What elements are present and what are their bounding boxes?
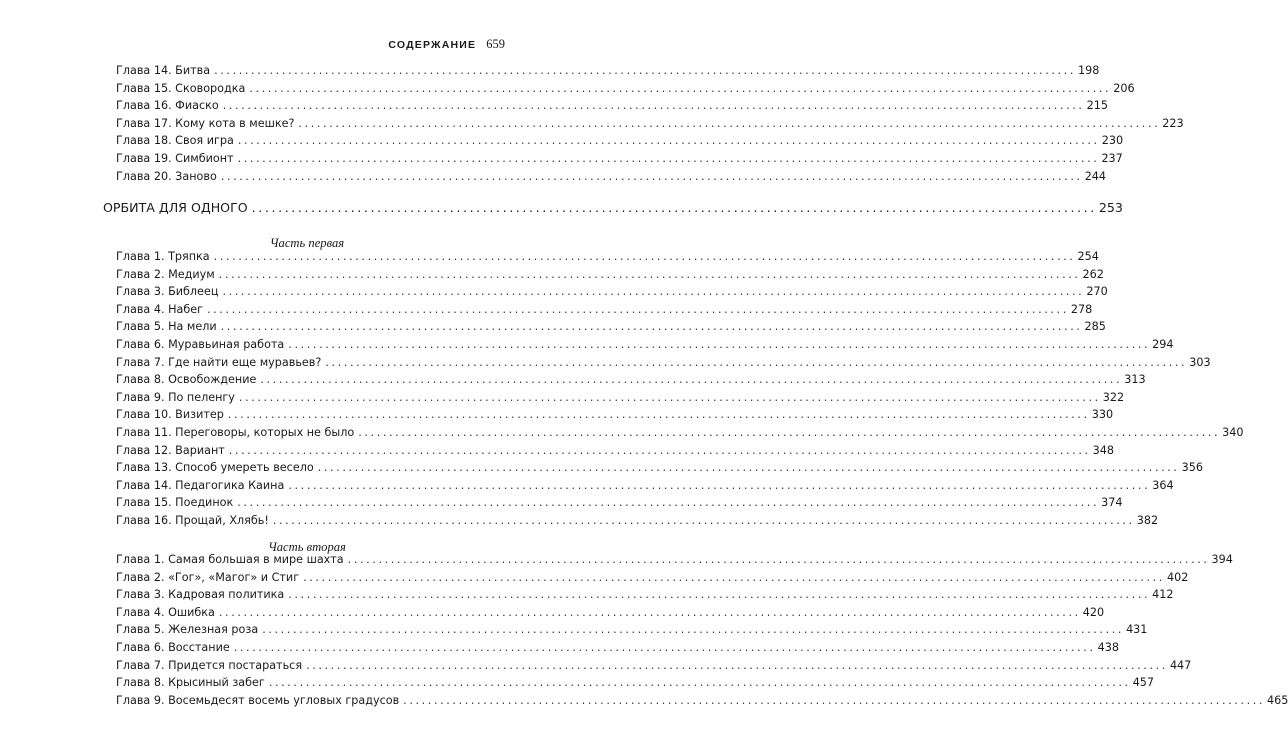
toc-entry-page: 457	[1132, 676, 1155, 690]
toc-entry-label: Глава 10. Визитер	[116, 408, 224, 422]
toc-entry-label: Глава 18. Своя игра	[116, 134, 234, 148]
toc-entry-page: 294	[1152, 337, 1174, 351]
toc-entry[interactable]	[116, 81, 1135, 100]
toc-entry-label: Глава 17. Кому кота в мешке?	[116, 116, 295, 130]
toc-entry-page: 270	[1086, 285, 1108, 299]
toc-entry[interactable]	[116, 588, 1174, 606]
toc-entry[interactable]	[116, 461, 1203, 479]
toc-entry[interactable]	[116, 373, 1146, 391]
toc-entry[interactable]	[116, 425, 1244, 444]
dot-leader: ............................................................................................................................................	[298, 116, 1161, 130]
section-title-label: ОРБИТА ДЛЯ ОДНОГО	[103, 200, 248, 215]
toc-entry[interactable]	[116, 320, 1106, 338]
toc-group-continued	[116, 64, 1184, 187]
dot-leader: ............................................................................................................................................	[233, 640, 1096, 654]
toc-entry[interactable]	[116, 337, 1174, 356]
toc-part-1	[116, 250, 1244, 532]
dot-leader: ............................................................................................................................................	[222, 99, 1085, 113]
toc-entry-page: 215	[1086, 99, 1108, 113]
dot-leader: ............................................................................................................................................	[325, 355, 1188, 369]
toc-entry-page: 340	[1222, 425, 1244, 439]
toc-entry[interactable]	[116, 658, 1192, 677]
toc-entry-label: Глава 3. Кадровая политика	[116, 588, 285, 602]
toc-entry[interactable]	[116, 570, 1189, 589]
toc-entry[interactable]	[116, 267, 1104, 286]
toc-entry-page: 438	[1097, 640, 1119, 654]
toc-entry-label: Глава 9. По пеленгу	[116, 390, 235, 404]
toc-entry[interactable]	[116, 250, 1099, 268]
dot-leader: ............................................................................................................................................	[238, 390, 1101, 404]
toc-entry[interactable]	[116, 623, 1148, 641]
toc-entry-page: 230	[1101, 134, 1124, 148]
dot-leader: ............................................................................................................................................	[213, 250, 1076, 263]
toc-entry[interactable]	[116, 169, 1107, 188]
toc-entry-label: Глава 6. Восстание	[116, 640, 230, 654]
toc-entry-label: Глава 1. Тряпка	[116, 250, 210, 263]
toc-entry-label: Глава 8. Крысиный забег	[116, 676, 265, 690]
toc-entry-label: Глава 20. Заново	[116, 169, 217, 183]
toc-entry[interactable]	[116, 134, 1124, 152]
toc-entry-page: 402	[1166, 570, 1189, 584]
toc-entry[interactable]	[116, 408, 1114, 426]
toc-entry-page: 206	[1113, 81, 1135, 95]
toc-part-2	[116, 553, 1288, 711]
toc-entry[interactable]	[116, 605, 1105, 624]
toc-entry-label: Глава 16. Прощай, Хлябь!	[116, 513, 269, 527]
toc-entry-page: 330	[1091, 408, 1114, 422]
toc-entry[interactable]	[116, 390, 1125, 409]
toc-entry-page: 374	[1101, 496, 1123, 510]
toc-entry[interactable]	[116, 285, 1108, 303]
toc-entry[interactable]	[116, 99, 1108, 117]
toc-entry-label: Глава 4. Набег	[116, 302, 203, 316]
dot-leader: ............................................................................................................................................	[220, 169, 1083, 183]
toc-entry-label: Глава 14. Битва	[116, 64, 211, 77]
toc-entry-label: Глава 16. Фиаско	[116, 99, 219, 113]
toc-entry[interactable]	[116, 443, 1115, 462]
dot-leader: ................................................................................................................................	[251, 200, 1097, 215]
dot-leader: ............................................................................................................................................	[347, 553, 1210, 566]
toc-entry[interactable]	[116, 151, 1123, 170]
toc-entry-label: Глава 8. Освобождение	[116, 373, 257, 387]
dot-leader: ............................................................................................................................................	[288, 337, 1151, 351]
dot-leader: ............................................................................................................................................	[228, 443, 1091, 457]
toc-entry-label: Глава 14. Педагогика Каина	[116, 478, 285, 492]
dot-leader: ............................................................................................................................................	[268, 676, 1131, 690]
toc-entry[interactable]	[116, 496, 1123, 514]
toc-entry-page: 313	[1124, 373, 1146, 387]
toc-entry-label: Глава 2. Медиум	[116, 267, 215, 281]
toc-entry-page: 348	[1092, 443, 1115, 457]
toc-entry-page: 356	[1181, 461, 1203, 475]
page-number: 659	[486, 37, 505, 51]
toc-entry-label: Глава 7. Где найти еще муравьев?	[116, 355, 322, 369]
toc-entry-page: 447	[1169, 658, 1192, 672]
toc-entry-page: 431	[1126, 623, 1148, 637]
toc-entry-label: Глава 2. «Гог», «Магог» и Стиг	[116, 570, 300, 584]
dot-leader: ............................................................................................................................................	[317, 461, 1180, 475]
toc-entry[interactable]	[116, 693, 1288, 712]
toc-section-title[interactable]	[103, 200, 1123, 215]
toc-entry[interactable]	[116, 64, 1100, 82]
toc-entry-page: 198	[1077, 64, 1100, 77]
toc-entry-page: 364	[1152, 478, 1174, 492]
toc-entry-page: 420	[1082, 605, 1105, 619]
running-head	[388, 37, 505, 52]
part-heading-2: Часть вторая	[268, 540, 346, 554]
toc-entry-label: Глава 4. Ошибка	[116, 605, 215, 619]
dot-leader: ............................................................................................................................................	[288, 478, 1151, 492]
toc-entry-page: 322	[1102, 390, 1125, 404]
toc-entry-page: 394	[1211, 553, 1233, 566]
dot-leader: ............................................................................................................................................	[288, 588, 1151, 602]
dot-leader: ............................................................................................................................................	[249, 81, 1112, 95]
dot-leader: ............................................................................................................................................	[237, 134, 1100, 148]
toc-entry[interactable]	[116, 640, 1119, 659]
toc-entry[interactable]	[116, 513, 1159, 532]
dot-leader: ............................................................................................................................................	[227, 408, 1090, 422]
toc-entry-page: 237	[1101, 151, 1123, 165]
dot-leader: ............................................................................................................................................	[218, 267, 1081, 281]
dot-leader: ............................................................................................................................................	[260, 373, 1123, 387]
toc-entry-page: 303	[1189, 355, 1211, 369]
toc-entry-page: 465	[1267, 693, 1288, 707]
part-heading-1: Часть первая	[269, 236, 345, 250]
toc-entry[interactable]	[116, 116, 1184, 135]
dot-leader: ............................................................................................................................................	[237, 151, 1100, 165]
toc-entry-page: 244	[1084, 169, 1107, 183]
toc-entry-label: Глава 12. Вариант	[116, 443, 225, 457]
dot-leader: ............................................................................................................................................	[218, 605, 1081, 619]
toc-entry-label: Глава 1. Самая большая в мире шахта	[116, 553, 344, 566]
toc-entry-label: Глава 19. Симбионт	[116, 151, 234, 165]
dot-leader: ............................................................................................................................................	[207, 302, 1069, 316]
dot-leader: ............................................................................................................................................	[272, 513, 1135, 527]
toc-entry-page: 254	[1077, 250, 1099, 263]
toc-entry-label: Глава 13. Способ умереть весело	[116, 461, 314, 475]
dot-leader: ............................................................................................................................................	[303, 570, 1165, 584]
dot-leader: ............................................................................................................................................	[220, 320, 1083, 334]
toc-entry[interactable]	[116, 355, 1211, 374]
toc-entry-label: Глава 15. Поединок	[116, 496, 234, 510]
toc-entry-label: Глава 6. Муравьиная работа	[116, 337, 285, 351]
toc-entry[interactable]	[116, 478, 1174, 497]
dot-leader: ............................................................................................................................................	[222, 285, 1085, 299]
toc-entry-label: Глава 11. Переговоры, которых не было	[116, 425, 355, 439]
toc-entry-page: 223	[1162, 116, 1184, 130]
toc-entry-label: Глава 15. Сковородка	[116, 81, 246, 95]
toc-entry-label: Глава 7. Придется постараться	[116, 658, 303, 672]
dot-leader: ............................................................................................................................................	[403, 693, 1266, 707]
toc-entry[interactable]	[116, 553, 1233, 571]
toc-entry-label: Глава 3. Библеец	[116, 285, 219, 299]
toc-entry-page: 285	[1084, 320, 1106, 334]
section-title-page: 253	[1098, 200, 1123, 215]
dot-leader: ............................................................................................................................................	[306, 658, 1168, 672]
toc-entry-page: 278	[1070, 302, 1093, 316]
toc-entry-label: Глава 9. Восемьдесят восемь угловых градусов	[116, 693, 400, 707]
dot-leader: ............................................................................................................................................	[358, 425, 1221, 439]
dot-leader: ............................................................................................................................................	[214, 64, 1076, 77]
toc-entry[interactable]	[116, 676, 1155, 694]
toc-entry-label: Глава 5. Железная роза	[116, 623, 259, 637]
toc-entry-page: 412	[1152, 588, 1174, 602]
dot-leader: ............................................................................................................................................	[237, 496, 1100, 510]
toc-entry-label: Глава 5. На мели	[116, 320, 217, 334]
toc-entry-page: 382	[1136, 513, 1159, 527]
dot-leader: ............................................................................................................................................	[262, 623, 1125, 637]
toc-entry-page: 262	[1082, 267, 1104, 281]
toc-entry[interactable]	[116, 302, 1093, 321]
running-head-title: СОДЕРЖАНИЕ	[388, 39, 477, 51]
